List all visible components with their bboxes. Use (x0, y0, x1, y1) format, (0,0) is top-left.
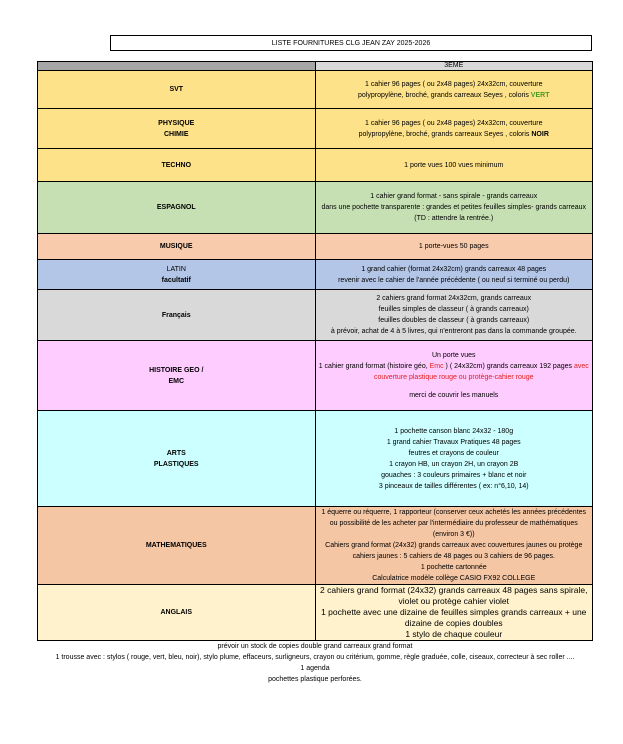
supply-line: 1 cahier 96 pages ( ou 2x48 pages) 24x32cm, couverture (365, 119, 543, 127)
supply-line: à prévoir, achat de 4 à 5 livres, qui n'entreront pas dans la commande groupée. (330, 328, 577, 335)
subject-cell (38, 109, 316, 149)
table-row (38, 411, 593, 507)
supply-line: (TD : attendre la rentrée.) (414, 215, 494, 222)
table-row (38, 182, 593, 234)
red-highlight: avec couverture plastique rouge ou protège-cahier rouge (373, 363, 589, 381)
subject-label: ESPAGNOL (156, 204, 196, 211)
table-row (38, 71, 593, 109)
supplies-cell (315, 109, 593, 149)
supply-line: revenir avec le cahier de l'année précédente ( ou neuf si terminé ou perdu) (338, 276, 570, 284)
supplies-cell (315, 260, 593, 290)
footer-line: pochettes plastique perforées. (268, 676, 362, 683)
page-title (110, 35, 592, 51)
supply-line: gouaches : 3 couleurs primaires + blanc et noir (381, 471, 527, 479)
subject-label: EMC (168, 377, 185, 385)
table-row (38, 149, 593, 182)
supply-line: Un porte vues (431, 352, 476, 359)
supply-line: polypropylène, broché, grands carreaux Seyes , coloris (358, 130, 532, 138)
supplies-cell (315, 411, 593, 507)
general-supplies (37, 641, 593, 685)
supply-line: merci de couvrir les manuels (409, 392, 499, 399)
table-row (38, 341, 593, 411)
subject-label: TECHNO (161, 161, 192, 169)
supply-line: Calculatrice modèle collège CASIO FX92 COLLEGE (372, 575, 536, 582)
subject-label: SVT (169, 86, 184, 93)
emc-highlight: Emc (429, 363, 444, 370)
subject-label: HISTOIRE GEO / (149, 366, 204, 374)
supply-line: 1 équerre ou réquerre, 1 rapporteur (conserver ceux achetés les années précédentes ou possibilité de les acheter par l'intermédiaire du professeur de mathématiques (environ 3 €)) (321, 509, 587, 538)
table-row (38, 507, 593, 585)
supplies-cell (315, 149, 593, 182)
subject-label: MUSIQUE (159, 243, 193, 250)
subject-cell (38, 290, 316, 341)
table-header-row (38, 62, 593, 71)
subject-label: MATHEMATIQUES (145, 542, 207, 549)
subject-cell (38, 507, 316, 585)
subject-cell (38, 260, 316, 290)
title-text: LISTE FOURNITURES CLG JEAN ZAY 2025-2026 (271, 39, 431, 47)
color-highlight: NOIR (531, 130, 549, 138)
subject-cell (38, 411, 316, 507)
supply-line: 1 porte vues 100 vues minimum (404, 161, 504, 169)
supply-line: ) ( 24x32cm) grands carreaux 192 pages (443, 363, 574, 370)
supply-line: 1 stylo de chaque couleur (405, 629, 503, 639)
supply-line: feuilles simples de classeur ( à grands carreaux) (378, 306, 529, 313)
subject-cell (38, 585, 316, 641)
table-row (38, 234, 593, 260)
table-row (38, 260, 593, 290)
subject-label: ANGLAIS (160, 609, 192, 616)
supply-line: 1 cahier 96 pages ( ou 2x48 pages) 24x32cm, couverture (365, 80, 543, 88)
supply-line: 1 cahier grand format - sans spirale - grands carreaux (370, 193, 538, 200)
subject-cell (38, 182, 316, 234)
subject-label: Français (161, 311, 191, 319)
supply-line: polypropylène, broché, grands carreaux Seyes , coloris (358, 91, 531, 99)
subject-cell (38, 341, 316, 411)
supply-line: feuilles doubles de classeur ( à grands carreaux) (378, 317, 530, 324)
supply-line: Cahiers grand format (24x32) grands carreaux avec couvertures jaunes ou protège cahiers jaunes : 5 cahiers de 48 pages ou 3 cahiers de 96 pages. (325, 542, 583, 560)
supplies-cell (315, 585, 593, 641)
footer-line: 1 trousse avec : stylos ( rouge, vert, bleu, noir), stylo plume, effaceurs, surligneurs, crayon ou critérium, gomme, règle graduée, colle, ciseaux, correcteur à sec roller .... (55, 654, 575, 661)
supply-line: 2 cahiers grand format 24x32cm, grands carreaux (376, 295, 532, 302)
subject-cell (38, 71, 316, 109)
table-row (38, 290, 593, 341)
supply-line: feutres et crayons de couleur (408, 449, 499, 457)
supply-line: 1 grand cahier Travaux Pratiques 48 pages (386, 438, 521, 446)
footer-line: prévoir un stock de copies double grand carreaux grand format (217, 643, 413, 650)
supply-line: 1 porte-vues 50 pages (418, 243, 489, 250)
supply-line: 2 cahiers grand format (24x32) grands carreaux 48 pages sans spirale, violet ou protège cahier violet (320, 585, 588, 606)
supply-line: 1 crayon HB, un crayon 2H, un crayon 2B (389, 460, 519, 468)
supply-line: 1 pochette cartonnée (420, 564, 487, 571)
header-empty-cell (38, 62, 316, 71)
subject-cell (38, 234, 316, 260)
supplies-cell (315, 507, 593, 585)
color-highlight: VERT (530, 91, 550, 99)
subject-label: ARTS (166, 449, 186, 457)
table-row (38, 109, 593, 149)
footer-line: 1 agenda (300, 665, 330, 672)
supply-line: 1 grand cahier (format 24x32cm) grands carreaux 48 pages (361, 265, 547, 273)
supply-line: 3 pinceaux de tailles différentes ( ex: n°6,10, 14) (378, 482, 529, 490)
subject-label: LATIN (166, 265, 186, 273)
supply-line: 1 cahier grand format (histoire géo, (318, 363, 430, 370)
supply-line: dans une pochette transparente : grandes et petites feuilles simples- grands carreaux (321, 204, 587, 211)
level-header: 3EME (315, 62, 593, 71)
supply-line: 1 pochette canson blanc 24x32 - 180g (394, 427, 514, 435)
subject-cell (38, 149, 316, 182)
supplies-cell (315, 341, 593, 411)
supplies-cell (315, 290, 593, 341)
subject-label: PHYSIQUE (158, 119, 195, 127)
supplies-cell (315, 234, 593, 260)
subject-label: CHIMIE (164, 130, 189, 138)
subject-label: PLASTIQUES (153, 460, 199, 468)
supplies-table (37, 61, 593, 641)
supply-line: 1 pochette avec une dizaine de feuilles simples grands carreaux + une dizaine de copies doubles (321, 607, 587, 628)
subject-label: facultatif (161, 276, 191, 284)
supplies-cell (315, 71, 593, 109)
table-row (38, 585, 593, 641)
supplies-cell (315, 182, 593, 234)
